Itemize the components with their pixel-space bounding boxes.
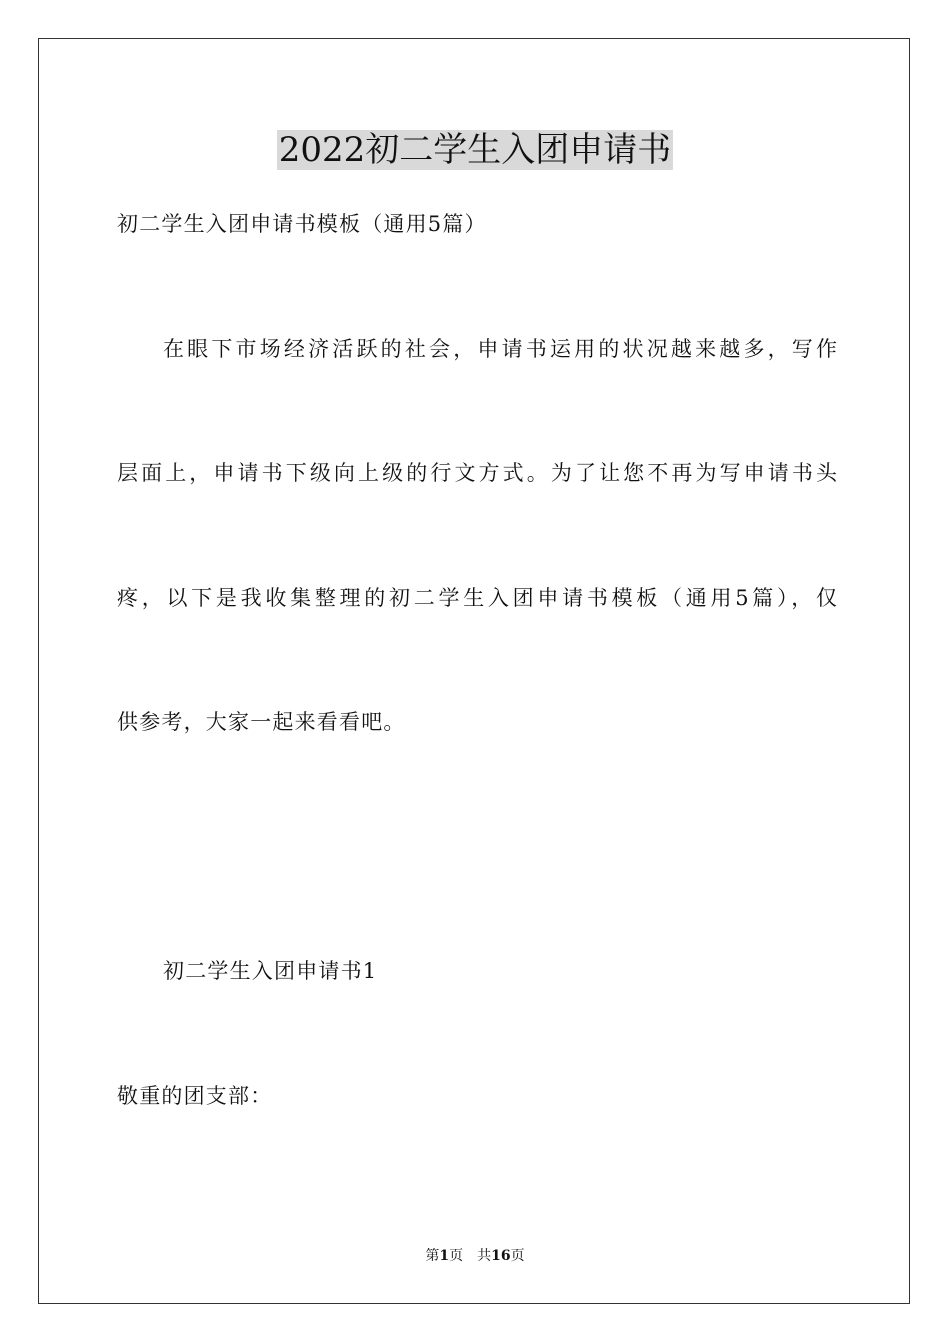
document-subtitle: 初二学生入团申请书模板（通用5篇） (117, 212, 487, 236)
footer-page-suffix: 页 (449, 1248, 464, 1264)
page-footer (0, 1246, 950, 1266)
footer-total-prefix: 共 (477, 1248, 492, 1264)
section-heading: 初二学生入团申请书1 (163, 959, 378, 983)
document-title-text: 2022初二学生入团申请书 (278, 130, 672, 170)
footer-total-pages: 16 (491, 1248, 511, 1264)
footer-page-number: 1 (439, 1248, 450, 1264)
intro-paragraph-line-2: 层面上，申请书下级向上级的行文方式。为了让您不再为写申请书头 (117, 461, 837, 485)
intro-paragraph-line-4: 供参考，大家一起来看看吧。 (117, 710, 406, 734)
footer-page-prefix: 第 (425, 1248, 440, 1264)
intro-paragraph-line-1: 在眼下市场经济活跃的社会，申请书运用的状况越来越多，写作 (163, 337, 837, 361)
document-title (0, 125, 950, 175)
footer-total-suffix: 页 (510, 1248, 525, 1264)
intro-paragraph-line-3: 疼，以下是我收集整理的初二学生入团申请书模板（通用5篇），仅 (117, 586, 837, 610)
salutation: 敬重的团支部： (117, 1084, 273, 1108)
